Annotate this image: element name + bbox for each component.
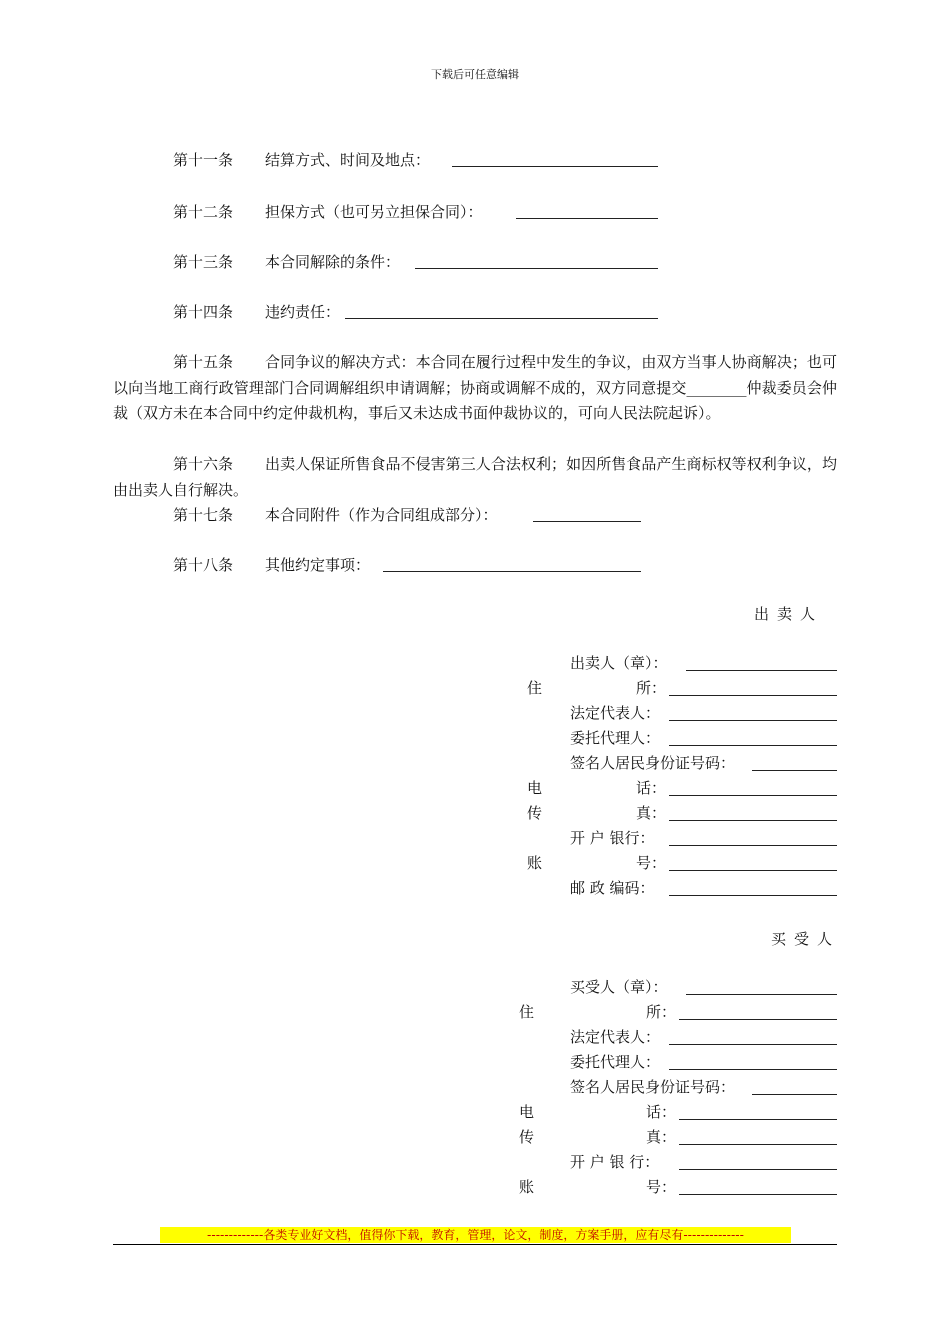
seller-id-field[interactable]	[752, 770, 837, 771]
seller-id-label: 签名人居民身份证号码：	[570, 754, 736, 772]
buyer-legal-rep-field[interactable]	[669, 1044, 837, 1045]
buyer-acct-field[interactable]	[679, 1194, 837, 1195]
seller-addr-label-b: 所：	[636, 679, 667, 697]
buyer-id-field[interactable]	[752, 1094, 837, 1095]
fill-blank[interactable]	[415, 268, 658, 269]
clause-17	[173, 505, 498, 525]
seller-legal-rep-field[interactable]	[669, 720, 837, 721]
footer-rule	[113, 1244, 837, 1245]
seller-phone-label-a: 电	[527, 779, 543, 797]
buyer-agent-field[interactable]	[669, 1069, 837, 1070]
seller-name-label: 出卖人（章）：	[570, 654, 668, 672]
clause-text: 担保方式（也可另立担保合同）：	[265, 203, 483, 221]
clause-11	[173, 150, 430, 170]
page-header: 下载后可任意编辑	[431, 68, 519, 81]
seller-acct-label-a: 账	[527, 854, 543, 872]
buyer-id-label: 签名人居民身份证号码：	[570, 1078, 736, 1096]
buyer-legal-rep-label: 法定代表人：	[570, 1028, 661, 1046]
clause-14	[173, 302, 340, 322]
clause-number: 第十五条	[173, 353, 234, 371]
buyer-addr-field[interactable]	[679, 1019, 837, 1020]
seller-postcode-field[interactable]	[669, 895, 837, 896]
buyer-fax-field[interactable]	[679, 1144, 837, 1145]
buyer-phone-label-b: 话：	[646, 1103, 677, 1121]
fill-blank[interactable]	[533, 521, 641, 522]
footer-banner: -------------各类专业好文档，值得你下载，教育，管理，论文，制度，方案手册，应有尽有--------------	[160, 1227, 791, 1243]
clause-number: 第十六条	[173, 455, 234, 473]
clause-text: 合同争议的解决方式：本合同在履行过程中发生的争议，由双方当事人协商解决；也可以向当地工商行政管理部门合同调解组织申请调解；协商或调解不成的，双方同意提交________仲裁委员会仲裁（双方未在本合同中约定仲裁机构，事后又未达成书面仲裁协议的，可向人民法院起诉）。	[113, 353, 837, 422]
seller-acct-field[interactable]	[669, 870, 837, 871]
fill-blank[interactable]	[345, 318, 658, 319]
seller-postcode-label: 邮 政 编码：	[570, 879, 655, 897]
seller-addr-label-a: 住	[527, 679, 543, 697]
seller-fax-label-b: 真：	[636, 804, 667, 822]
fill-blank[interactable]	[516, 218, 658, 219]
clause-number: 第十七条	[173, 506, 234, 524]
buyer-phone-field[interactable]	[679, 1119, 837, 1120]
seller-acct-label-b: 号：	[636, 854, 667, 872]
clause-text: 本合同附件（作为合同组成部分）：	[265, 506, 498, 524]
clause-number: 第十一条	[173, 151, 234, 169]
seller-fax-label-a: 传	[527, 804, 543, 822]
seller-addr-field[interactable]	[669, 695, 837, 696]
fill-blank[interactable]	[452, 166, 658, 167]
buyer-addr-label-b: 所：	[646, 1003, 677, 1021]
buyer-name-field[interactable]	[686, 994, 837, 995]
seller-bank-field[interactable]	[669, 845, 837, 846]
buyer-agent-label: 委托代理人：	[570, 1053, 661, 1071]
clause-15	[113, 350, 837, 427]
seller-title: 出卖人	[754, 605, 824, 623]
buyer-phone-label-a: 电	[519, 1103, 535, 1121]
clause-text: 结算方式、时间及地点：	[265, 151, 431, 169]
seller-fax-field[interactable]	[669, 820, 837, 821]
clause-12	[173, 202, 483, 222]
seller-bank-label: 开 户 银行：	[570, 829, 655, 847]
clause-text: 其他约定事项：	[265, 556, 371, 574]
buyer-title: 买受人	[771, 930, 841, 948]
clause-number: 第十八条	[173, 556, 234, 574]
clause-13	[173, 252, 400, 272]
buyer-name-label: 买受人（章）：	[570, 978, 668, 996]
buyer-fax-label-b: 真：	[646, 1128, 677, 1146]
buyer-bank-field[interactable]	[679, 1169, 837, 1170]
clause-18	[173, 555, 370, 575]
buyer-bank-label: 开 户 银 行：	[570, 1153, 660, 1171]
seller-phone-label-b: 话：	[636, 779, 667, 797]
clause-16	[113, 452, 837, 503]
buyer-fax-label-a: 传	[519, 1128, 535, 1146]
clause-text: 违约责任：	[265, 303, 341, 321]
buyer-addr-label-a: 住	[519, 1003, 535, 1021]
clause-number: 第十三条	[173, 253, 234, 271]
seller-agent-label: 委托代理人：	[570, 729, 661, 747]
clause-text: 本合同解除的条件：	[265, 253, 401, 271]
seller-name-field[interactable]	[686, 670, 837, 671]
buyer-acct-label-a: 账	[519, 1178, 535, 1196]
clause-text: 出卖人保证所售食品不侵害第三人合法权利；如因所售食品产生商标权等权利争议，均由出卖人自行解决。	[113, 455, 837, 499]
buyer-acct-label-b: 号：	[646, 1178, 677, 1196]
seller-phone-field[interactable]	[669, 795, 837, 796]
fill-blank[interactable]	[383, 571, 641, 572]
clause-number: 第十四条	[173, 303, 234, 321]
seller-legal-rep-label: 法定代表人：	[570, 704, 661, 722]
clause-number: 第十二条	[173, 203, 234, 221]
seller-agent-field[interactable]	[669, 745, 837, 746]
